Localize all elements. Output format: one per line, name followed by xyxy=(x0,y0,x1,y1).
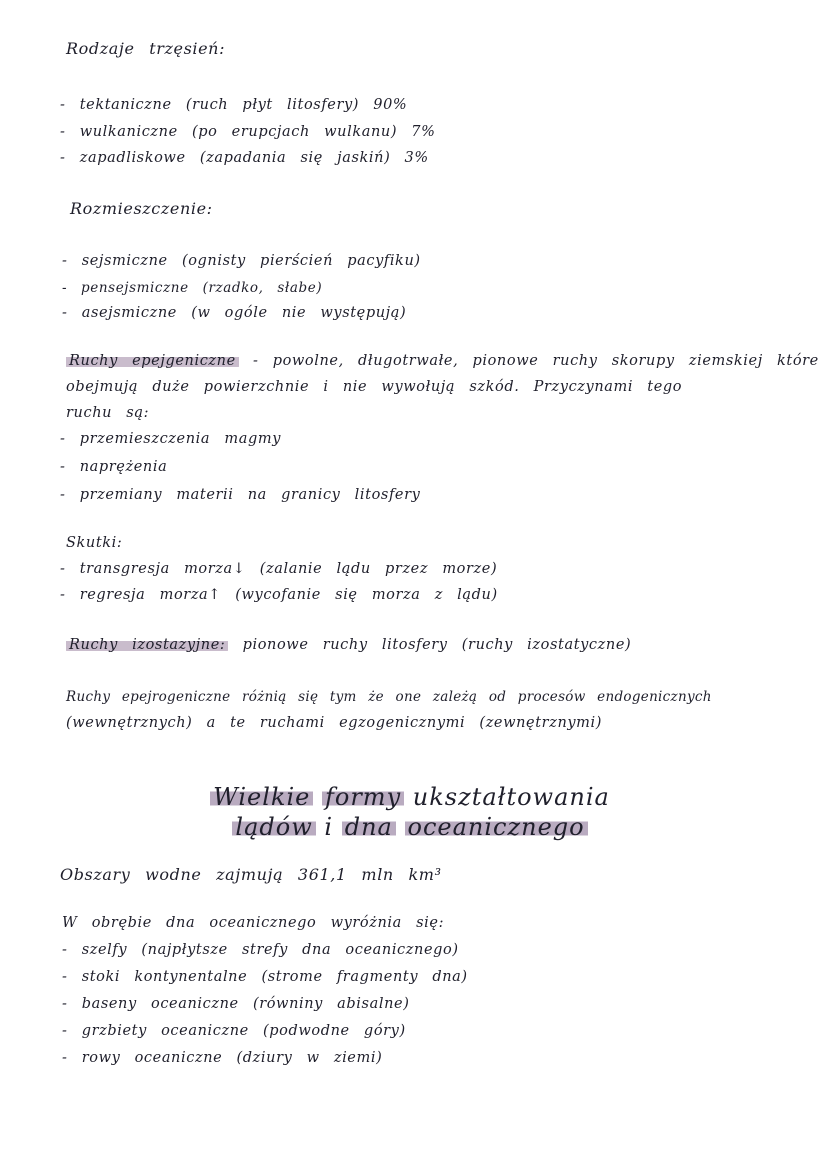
title-word: oceanicznego xyxy=(405,813,588,841)
list-item: - zapadliskowe (zapadania się jaskiń) 3% xyxy=(60,150,429,166)
list-item: - sejsmiczne (ognisty pierścień pacyfiku) xyxy=(62,253,421,269)
list-item: - przemiany materii na granicy litosfery xyxy=(60,487,421,503)
list-item: - naprężenia xyxy=(60,459,168,475)
paragraph-comparison-line1: Ruchy epejrogeniczne różnią się tym że one zależą od procesów endogenicznych xyxy=(66,689,712,705)
list-item: - pensejsmiczne (rzadko, słabe) xyxy=(62,280,323,296)
list-item: - wulkaniczne (po erupcjach wulkanu) 7% xyxy=(60,124,436,140)
paragraph-epeirogenic-line2: obejmują duże powierzchnie i nie wywołują szkód. Przyczynami tego xyxy=(66,379,683,395)
title-word: lądów xyxy=(232,813,315,841)
list-item: - stoki kontynentalne (strome fragmenty dna) xyxy=(62,969,468,985)
list-item: - baseny oceaniczne (równiny abisalne) xyxy=(62,996,410,1012)
paragraph-epeirogenic-line3: ruchu są: xyxy=(66,405,150,421)
paragraph-water-areas: Obszary wodne zajmują 361,1 mln km³ xyxy=(60,865,442,884)
heading-types-of-earthquakes: Rodzaje trzęsień: xyxy=(66,39,226,58)
highlighted-term: Ruchy epejgeniczne xyxy=(66,353,239,369)
list-item: - grzbiety oceaniczne (podwodne góry) xyxy=(62,1023,406,1039)
title-word: Wielkie xyxy=(210,783,313,811)
heading-distribution: Rozmieszczenie: xyxy=(70,199,213,218)
list-item: - transgresja morza↓ (zalanie lądu przez morze) xyxy=(60,561,498,577)
heading-effects: Skutki: xyxy=(66,535,123,551)
title-word: i xyxy=(324,813,334,841)
definition-text: - powolne, długotrwałe, pionowe ruchy skorupy ziemskiej które xyxy=(253,353,819,369)
list-item: - rowy oceaniczne (dziury w ziemi) xyxy=(62,1050,383,1066)
list-item: - tektaniczne (ruch płyt litosfery) 90% xyxy=(60,97,408,113)
definition-text: pionowe ruchy litosfery (ruchy izostatyczne) xyxy=(242,637,632,653)
list-item: - przemieszczenia magmy xyxy=(60,431,281,447)
list-item: - asejsmiczne (w ogóle nie występują) xyxy=(62,305,407,321)
title-word: formy xyxy=(322,783,404,811)
title-word: ukształtowania xyxy=(412,783,610,811)
title-word: dna xyxy=(342,813,396,841)
highlighted-term: Ruchy izostazyjne: xyxy=(66,637,228,653)
paragraph-epeirogenic-line1 xyxy=(66,352,819,370)
list-item: - regresja morza↑ (wycofanie się morza z lądu) xyxy=(60,587,498,603)
page-title-line2 xyxy=(200,812,620,842)
paragraph-comparison-line2: (wewnętrznych) a te ruchami egzogenicznymi (zewnętrznymi) xyxy=(66,715,603,731)
list-item: - szelfy (najpłytsze strefy dna oceanicznego) xyxy=(62,942,459,958)
paragraph-isostatic xyxy=(66,636,631,654)
page-title-line1 xyxy=(200,782,620,812)
heading-ocean-floor: W obrębie dna oceanicznego wyróżnia się: xyxy=(62,915,445,931)
